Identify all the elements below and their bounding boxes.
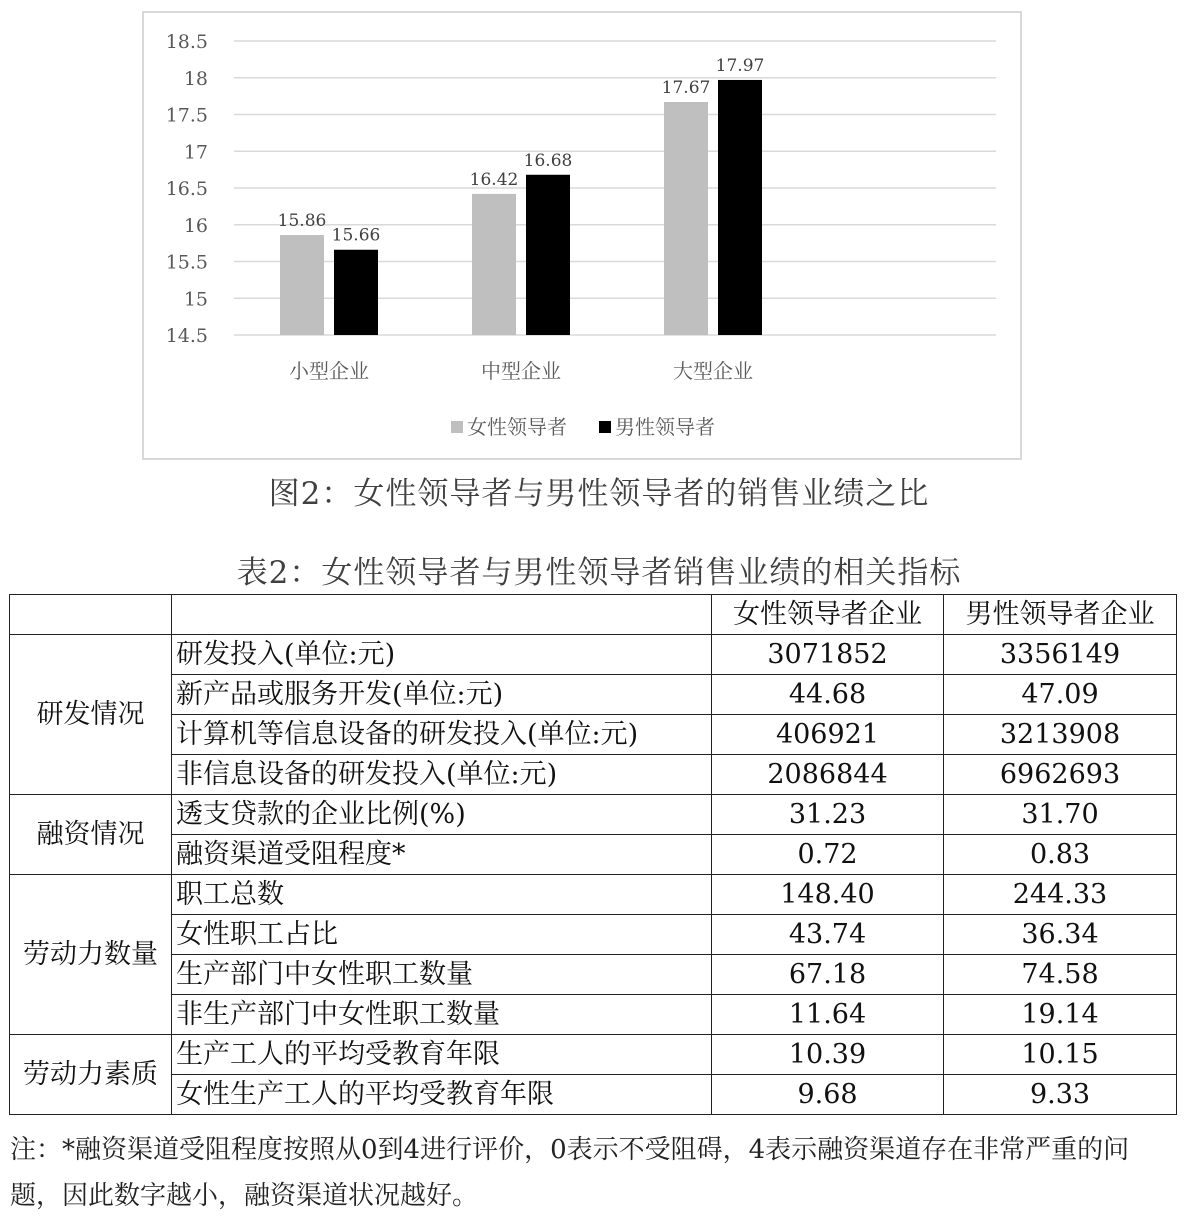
male-value: 36.34 — [944, 915, 1177, 955]
female-value: 67.18 — [712, 955, 944, 995]
bar — [472, 194, 516, 335]
bar — [334, 250, 378, 335]
male-value: 0.83 — [944, 835, 1177, 875]
y-tick-label: 17 — [183, 141, 208, 164]
male-value: 19.14 — [944, 995, 1177, 1035]
table-row — [10, 715, 1177, 755]
metric-label: 职工总数 — [172, 875, 712, 915]
y-tick-label: 15 — [183, 288, 208, 311]
bar — [664, 102, 708, 335]
male-value: 3213908 — [944, 715, 1177, 755]
male-value: 10.15 — [944, 1035, 1177, 1075]
table-row — [10, 1075, 1177, 1115]
table-row — [10, 835, 1177, 875]
y-tick-label: 18.5 — [165, 31, 208, 53]
male-value: 9.33 — [944, 1075, 1177, 1115]
metric-label: 非生产部门中女性职工数量 — [172, 995, 712, 1035]
table-header-row — [10, 595, 1177, 635]
header-female-led: 女性领导者企业 — [712, 595, 944, 635]
metric-label: 非信息设备的研发投入(单位:元) — [172, 755, 712, 795]
table-row — [10, 995, 1177, 1035]
header-cell-empty — [172, 595, 712, 635]
female-value: 43.74 — [712, 915, 944, 955]
table-row — [10, 755, 1177, 795]
female-value: 11.64 — [712, 995, 944, 1035]
bar-chart — [142, 11, 1022, 460]
table-row — [10, 915, 1177, 955]
y-tick-label: 14.5 — [165, 325, 208, 347]
group-label: 劳动力数量 — [10, 875, 172, 1035]
metric-label: 研发投入(单位:元) — [172, 635, 712, 675]
metric-label: 生产工人的平均受教育年限 — [172, 1035, 712, 1075]
male-value: 3356149 — [944, 635, 1177, 675]
legend-swatch — [599, 421, 611, 433]
legend-swatch — [451, 421, 463, 433]
bar — [280, 235, 324, 335]
bar — [718, 80, 762, 335]
metric-label: 新产品或服务开发(单位:元) — [172, 675, 712, 715]
table-caption: 表2：女性领导者与男性领导者销售业绩的相关指标 — [236, 555, 962, 591]
group-label: 劳动力素质 — [10, 1035, 172, 1115]
table-body — [10, 635, 1177, 1115]
table-row — [10, 955, 1177, 995]
y-tick-label: 17.5 — [165, 104, 208, 127]
x-tick-label: 小型企业 — [289, 359, 369, 383]
header-cell-empty — [10, 595, 172, 635]
bar — [526, 175, 570, 335]
male-value: 244.33 — [944, 875, 1177, 915]
y-tick-label: 16 — [183, 214, 208, 237]
figure-caption: 图2：女性领导者与男性领导者的销售业绩之比 — [268, 476, 930, 512]
metric-label: 生产部门中女性职工数量 — [172, 955, 712, 995]
x-tick-label: 大型企业 — [673, 359, 753, 383]
y-tick-label: 15.5 — [165, 251, 208, 274]
table-row — [10, 675, 1177, 715]
female-value: 31.23 — [712, 795, 944, 835]
table-row — [10, 635, 1177, 675]
bar-chart-svg — [144, 13, 1020, 458]
female-value: 44.68 — [712, 675, 944, 715]
table-row — [10, 1035, 1177, 1075]
table-note: 注：*融资渠道受阻程度按照从0到4进行评价，0表示不受阻碍，4表示融资渠道存在非常严重的问题，因此数字越小，融资渠道状况越好。 — [10, 1135, 1130, 1211]
data-label: 16.68 — [523, 150, 573, 171]
group-label: 融资情况 — [10, 795, 172, 875]
male-value: 47.09 — [944, 675, 1177, 715]
female-value: 0.72 — [712, 835, 944, 875]
legend-label: 男性领导者 — [615, 415, 715, 439]
data-label: 15.86 — [277, 211, 327, 232]
female-value: 10.39 — [712, 1035, 944, 1075]
male-value: 74.58 — [944, 955, 1177, 995]
legend-label: 女性领导者 — [467, 415, 567, 439]
female-value: 148.40 — [712, 875, 944, 915]
data-label: 15.66 — [331, 225, 381, 246]
metric-label: 计算机等信息设备的研发投入(单位:元) — [172, 715, 712, 755]
female-value: 9.68 — [712, 1075, 944, 1115]
data-label: 17.67 — [661, 78, 711, 99]
data-label: 17.97 — [715, 55, 765, 76]
metric-label: 女性生产工人的平均受教育年限 — [172, 1075, 712, 1115]
female-value: 406921 — [712, 715, 944, 755]
x-tick-label: 中型企业 — [481, 359, 561, 383]
male-value: 31.70 — [944, 795, 1177, 835]
y-tick-label: 16.5 — [165, 178, 208, 200]
header-male-led: 男性领导者企业 — [944, 595, 1177, 635]
metric-label: 女性职工占比 — [172, 915, 712, 955]
indicator-table — [9, 594, 1177, 1115]
metric-label: 透支贷款的企业比例(%) — [172, 795, 712, 835]
male-value: 6962693 — [944, 755, 1177, 795]
female-value: 3071852 — [712, 635, 944, 675]
metric-label: 融资渠道受阻程度* — [172, 835, 712, 875]
table-row — [10, 795, 1177, 835]
data-label: 16.42 — [469, 169, 519, 190]
y-tick-label: 18 — [183, 67, 208, 90]
female-value: 2086844 — [712, 755, 944, 795]
table-row — [10, 875, 1177, 915]
group-label: 研发情况 — [10, 635, 172, 795]
